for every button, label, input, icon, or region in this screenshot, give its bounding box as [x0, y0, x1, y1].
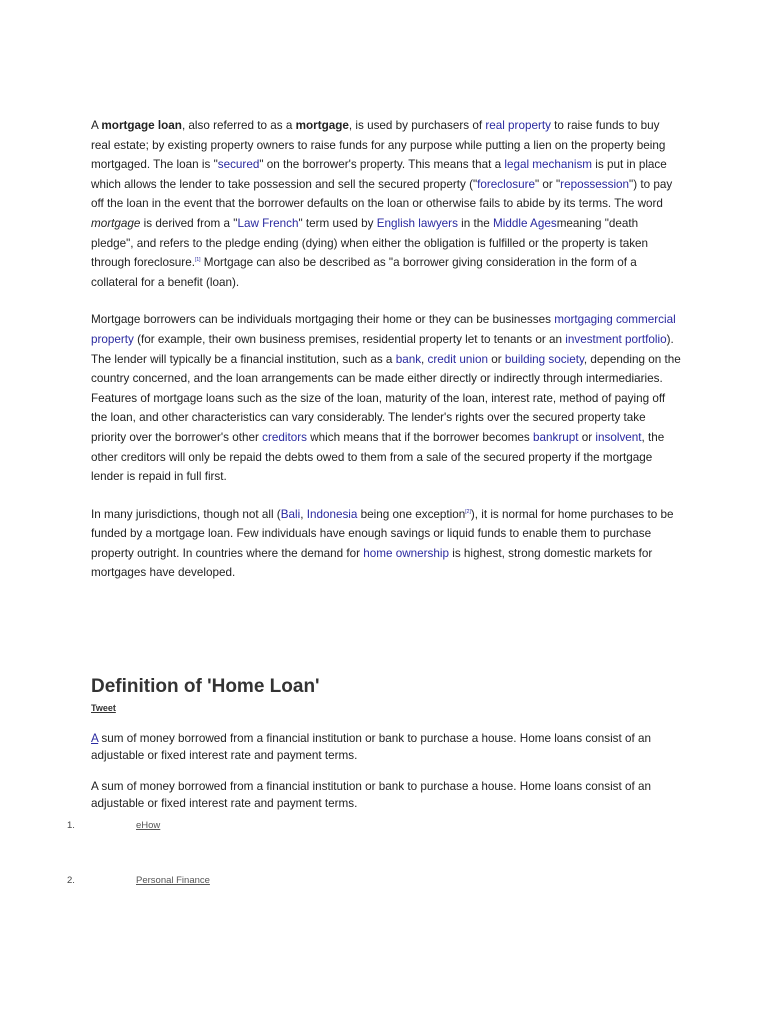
definition-text-1 [91, 731, 681, 764]
article-link[interactable]: real property [485, 119, 551, 132]
text-run: ), it is normal for home purchases to be funded by a mortgage loan. Few individuals have enough savings or liquid funds to enable them to purchase property outright. In countries where the demand for [91, 507, 674, 560]
text-run: In many jurisdictions, though not all ( [91, 507, 281, 521]
text-run: Mortgage borrowers can be individuals mortgaging their home or they can be businesses [91, 313, 555, 327]
article-link[interactable]: bank [395, 352, 422, 366]
text-run: is highest, strong domestic markets for mortgages have developed. [91, 546, 653, 580]
definition-text-1-rest: sum of money borrowed from a financial institution or bank to purchase a house. Home loans consist of an adjustable or fixed interest rate and payment terms. [91, 732, 652, 762]
paragraph-1 [91, 116, 681, 292]
article-link[interactable]: secured [217, 158, 260, 172]
article-link[interactable]: bankrupt [533, 430, 579, 444]
article-link[interactable]: credit union [427, 352, 488, 366]
text-run: is put in place which allows the lender to take possession and sell the secured property (" [91, 158, 667, 191]
text-run: " or " [534, 177, 561, 191]
tweet-link[interactable]: Tweet [91, 703, 116, 713]
article-link[interactable]: Middle Ages [493, 216, 557, 230]
article-link[interactable]: home ownership [363, 546, 449, 560]
italic-term: mortgage [91, 216, 141, 230]
text-run: , is used by purchasers of [348, 119, 486, 132]
text-run: meaning "death pledge", and refers to the pledge ending (dying) when either the obligation is fulfilled or the property is taken through foreclosure. [91, 216, 649, 270]
article-link[interactable]: building society [504, 352, 584, 366]
article-link[interactable]: Indonesia [306, 507, 358, 521]
list-number-1: 1. [67, 820, 75, 831]
text-run: , the other creditors will only be repaid the debts owed to them from a sale of the secured property if the mortgage lender is repaid in full first. [91, 430, 665, 484]
definition-first-char: A [91, 732, 99, 745]
article-link[interactable]: English lawyers [376, 216, 458, 230]
bold-term: mortgage loan [101, 119, 182, 132]
text-run: which means that if the borrower becomes [306, 430, 534, 444]
list-link-personal-finance[interactable]: Personal Finance [136, 875, 210, 886]
text-run: in the [457, 216, 494, 230]
list-number-2: 2. [67, 875, 75, 886]
text-run: ). The lender will typically be a financial institution, such as a [91, 332, 674, 366]
text-run: , depending on the country concerned, and the loan arrangements can be made either directly or indirectly through intermediaries. Features of mortgage loans such as the size of the loan, maturity of the loan, interest rate, method of paying off the loan, and other characteristics can vary considerably. The lender's rights over the secured property take priority over the borrower's other [91, 352, 681, 444]
text-run: " on the borrower's property. This means that a [259, 158, 505, 172]
citation-ref[interactable]: [2] [465, 508, 471, 515]
definition-text-2: A sum of money borrowed from a financial institution or bank to purchase a house. Home loans consist of an adjustable or fixed interest rate and payment terms. [91, 780, 652, 810]
article-link[interactable]: repossession [560, 177, 630, 191]
article-link[interactable]: insolvent [595, 430, 642, 444]
text-run: to raise funds to buy real estate; by existing property owners to raise funds for any purpose while putting a lien on the property being mortgaged. The loan is " [91, 119, 666, 172]
citation-ref[interactable]: [1] [194, 257, 201, 264]
paragraph-3 [91, 505, 681, 583]
text-run: , also referred to as a [181, 119, 296, 132]
list-link-ehow[interactable]: eHow [136, 820, 161, 831]
article-link[interactable]: foreclosure [477, 177, 535, 191]
article-link[interactable]: Law French [237, 216, 299, 230]
text-run: A [91, 119, 102, 132]
text-run: is derived from a " [140, 216, 238, 230]
text-run: or [487, 352, 505, 366]
article-link[interactable]: Bali [280, 507, 301, 521]
article-link[interactable]: creditors [262, 430, 307, 444]
article-body [91, 116, 681, 601]
text-run: " term used by [298, 216, 377, 230]
text-run: ") to pay off the loan in the event that the borrower defaults on the loan or otherwise fails to abide by its terms. The word [91, 177, 673, 211]
article-link[interactable]: investment portfolio [565, 332, 667, 346]
text-run: being one exception [357, 507, 466, 521]
text-run: , [300, 507, 307, 521]
text-run: or [578, 430, 596, 444]
text-run: , [421, 352, 428, 366]
text-run: Mortgage can also be described as "a borrower giving consideration in the form of a collateral for a benefit (loan). [91, 256, 637, 289]
article-link[interactable]: legal mechanism [504, 158, 593, 172]
paragraph-2 [91, 310, 681, 486]
text-run: (for example, their own business premises, residential property let to tenants or an [133, 332, 566, 346]
definition-title: Definition of 'Home Loan' [91, 676, 320, 697]
bold-term: mortgage [295, 119, 349, 132]
article-link[interactable]: mortgaging commercial property [91, 313, 676, 346]
